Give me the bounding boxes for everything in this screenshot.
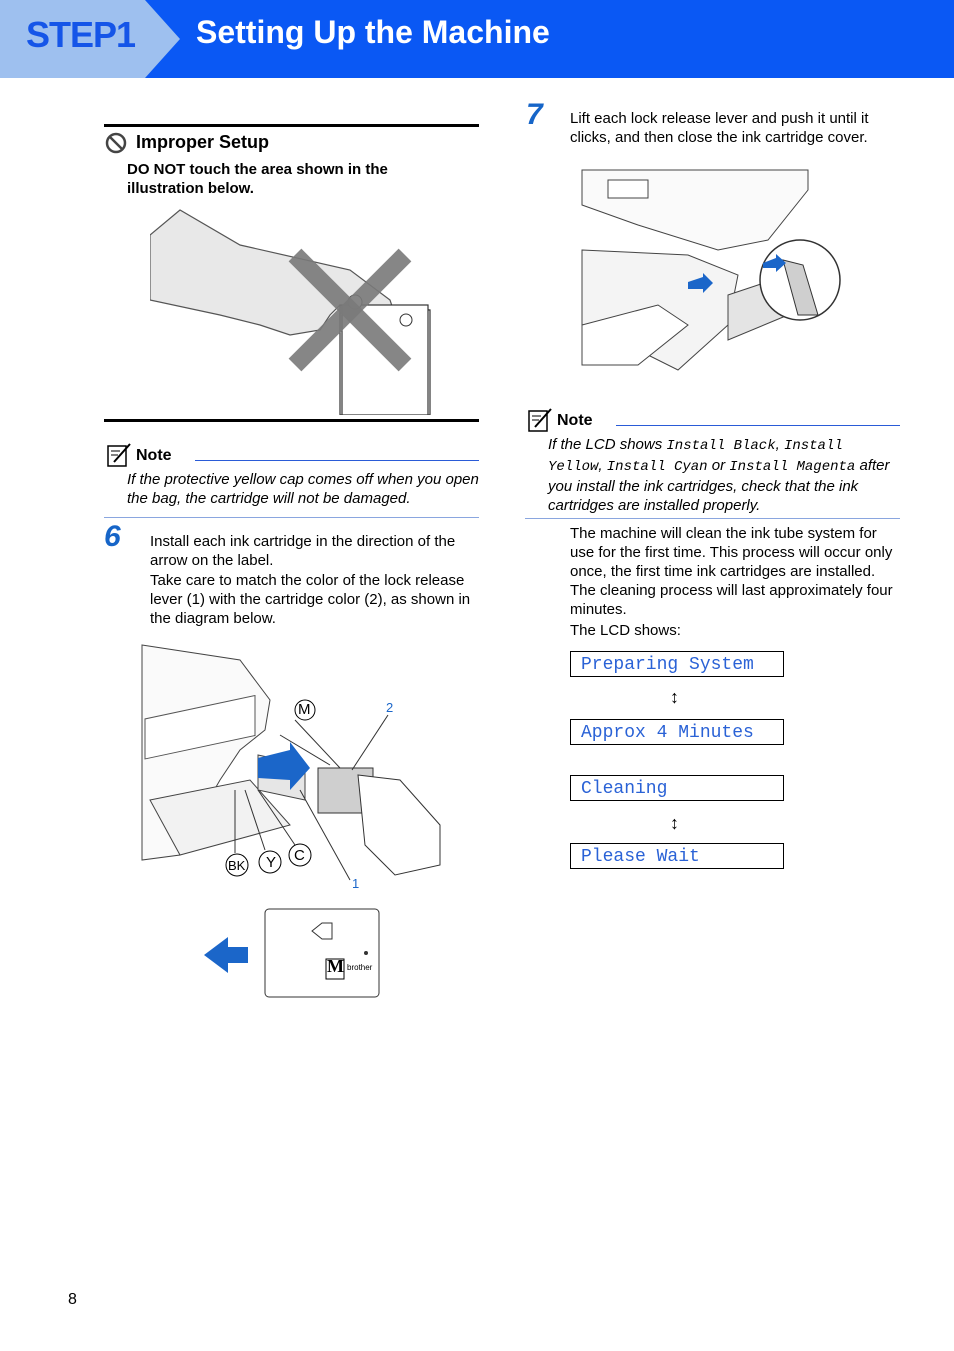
note-text	[548, 435, 900, 515]
step-text: Install each ink cartridge in the direction of the arrow on the label.	[150, 533, 456, 569]
lcd-message: Install Black	[666, 438, 776, 454]
lcd-message: Install Yellow	[548, 438, 843, 475]
note-rule	[195, 460, 479, 461]
note-text-part: ,	[598, 457, 607, 474]
lcd-shows-label: The LCD shows:	[570, 622, 681, 639]
callout-1: 1	[352, 876, 360, 891]
divider	[104, 124, 479, 127]
lcd-message: Install Magenta	[729, 459, 856, 475]
step-label: STEP1	[26, 14, 136, 55]
page-title: Setting Up the Machine	[196, 14, 550, 50]
note-icon	[527, 407, 555, 433]
page-number: 8	[68, 1291, 77, 1308]
note-text-part: after you install the ink cartridges, check that the ink cartridges are installed properly.	[548, 457, 890, 514]
note-title: Note	[557, 412, 593, 429]
step-number: 7	[526, 98, 543, 131]
callout-2: 2	[386, 700, 394, 715]
improper-setup-text: DO NOT touch the area shown in the illustration below.	[127, 161, 388, 197]
note-rule	[104, 517, 479, 518]
prohibited-icon	[104, 131, 128, 155]
note-text-part: ,	[775, 436, 784, 453]
lcd-display: Cleaning	[570, 775, 784, 801]
lcd-display: Please Wait	[570, 843, 784, 869]
lcd-display: Preparing System	[570, 651, 784, 677]
note-rule	[525, 518, 900, 519]
note-text-part: If the LCD shows	[548, 436, 667, 453]
do-not-touch-illustration	[150, 205, 440, 415]
alternating-arrow-icon: ↕	[670, 687, 679, 707]
improper-setup-title: Improper Setup	[136, 132, 270, 152]
note-title: Note	[136, 447, 172, 464]
note-text: If the protective yellow cap comes off when you open the bag, the cartridge will not be damaged.	[127, 471, 479, 507]
step-number: 6	[104, 520, 121, 553]
lock-lever-illustration	[578, 165, 846, 380]
callout-bk: BK	[228, 858, 246, 873]
cartridge-label-illustration	[200, 905, 385, 1001]
divider	[104, 419, 479, 422]
cartridge-brand: brother	[347, 963, 373, 972]
callout-m: M	[298, 701, 311, 718]
callout-c: C	[294, 847, 305, 864]
note-text-part: or	[707, 457, 730, 474]
note-icon	[106, 442, 134, 468]
alternating-arrow-icon: ↕	[670, 813, 679, 833]
lcd-message: Install Cyan	[606, 459, 708, 475]
note-rule	[616, 425, 900, 426]
lcd-display: Approx 4 Minutes	[570, 719, 784, 745]
cartridge-color-letter: M	[327, 956, 344, 976]
cleaning-text: The machine will clean the ink tube system for use for the first time. This process will occur only once, the first time ink cartridges are installed. The cleaning process will last approximately four minutes.	[570, 525, 893, 618]
step-text: Take care to match the color of the lock release lever (1) with the cartridge color (2), as shown in the diagram below.	[150, 572, 471, 627]
step-text: Lift each lock release lever and push it until it clicks, and then close the ink cartridge cover.	[570, 110, 869, 146]
callout-y: Y	[266, 854, 277, 871]
